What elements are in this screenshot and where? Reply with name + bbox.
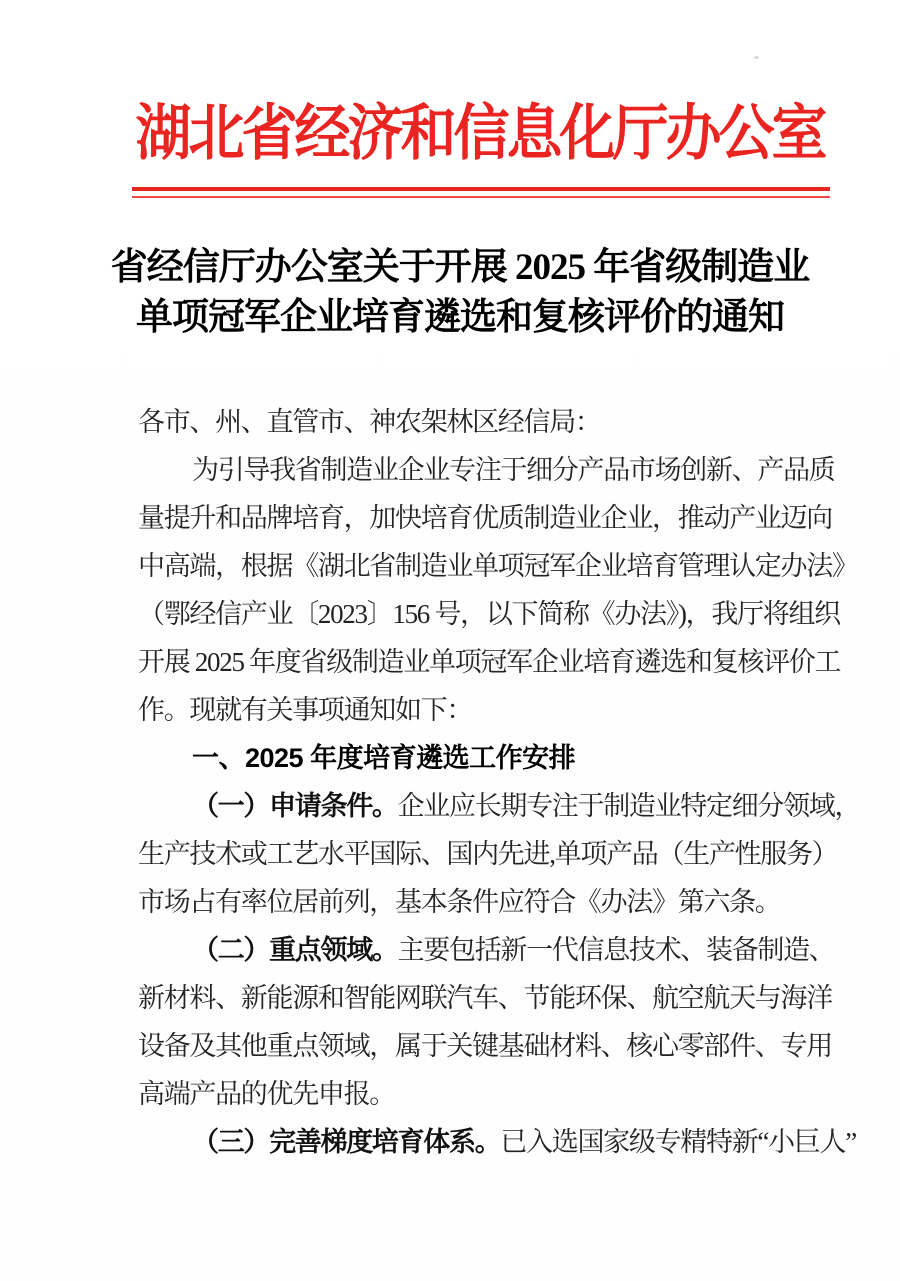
- body-line: 作。现就有关事项通知如下：: [138, 695, 473, 725]
- body-line: 新材料、新能源和智能网联汽车、节能环保、航空航天与海洋: [138, 983, 832, 1013]
- document-title-line-2: 单项冠军企业培育遴选和复核评价的通知: [136, 297, 784, 338]
- body-line: 设备及其他重点领域，属于关键基础材料、核心零部件、专用: [138, 1031, 832, 1061]
- document-title-line-1: 省经信厅办公室关于开展 2025 年省级制造业: [110, 247, 810, 288]
- scan-artifact-speck: [754, 56, 759, 59]
- body-line: 开展 2025 年度省级制造业单项冠军企业培育遴选和复核评价工: [138, 647, 841, 677]
- subsection-line-2: （二）重点领域。主要包括新一代信息技术、装备制造、: [192, 935, 835, 965]
- letterhead-agency-name: 湖北省经济和信息化厅办公室: [135, 100, 825, 168]
- body-line: 高端产品的优先申报。: [138, 1079, 395, 1109]
- body-line: 中高端，根据《湖北省制造业单项冠军企业培育管理认定办法》: [138, 551, 858, 581]
- body-line: 为引导我省制造业企业专注于细分产品市场创新、产品质: [192, 455, 835, 485]
- salutation-line: 各市、州、直管市、神农架林区经信局：: [138, 407, 601, 437]
- body-line: （鄂经信产业〔2023〕156 号，以下简称《办法》)，我厅将组织: [138, 599, 840, 629]
- letterhead-rule-thick: [132, 187, 830, 191]
- section-heading-1: 一、2025 年度培育遴选工作安排: [192, 743, 576, 773]
- document-title: [40, 243, 880, 343]
- subsection-line-3: （三）完善梯度培育体系。已入选国家级专精特新“小巨人”: [192, 1127, 856, 1157]
- body-line: 市场占有率位居前列，基本条件应符合《办法》第六条。: [138, 887, 781, 917]
- body-line: 量提升和品牌培育，加快培育优质制造业企业，推动产业迈向: [138, 503, 832, 533]
- body-line: 生产技术或工艺水平国际、国内先进,单项产品（生产性服务）: [138, 839, 838, 869]
- document-body: [138, 398, 861, 1166]
- subsection-line-1: （一）申请条件。企业应长期专注于制造业特定细分领域，: [192, 791, 861, 821]
- letterhead-rule-thin: [132, 196, 830, 198]
